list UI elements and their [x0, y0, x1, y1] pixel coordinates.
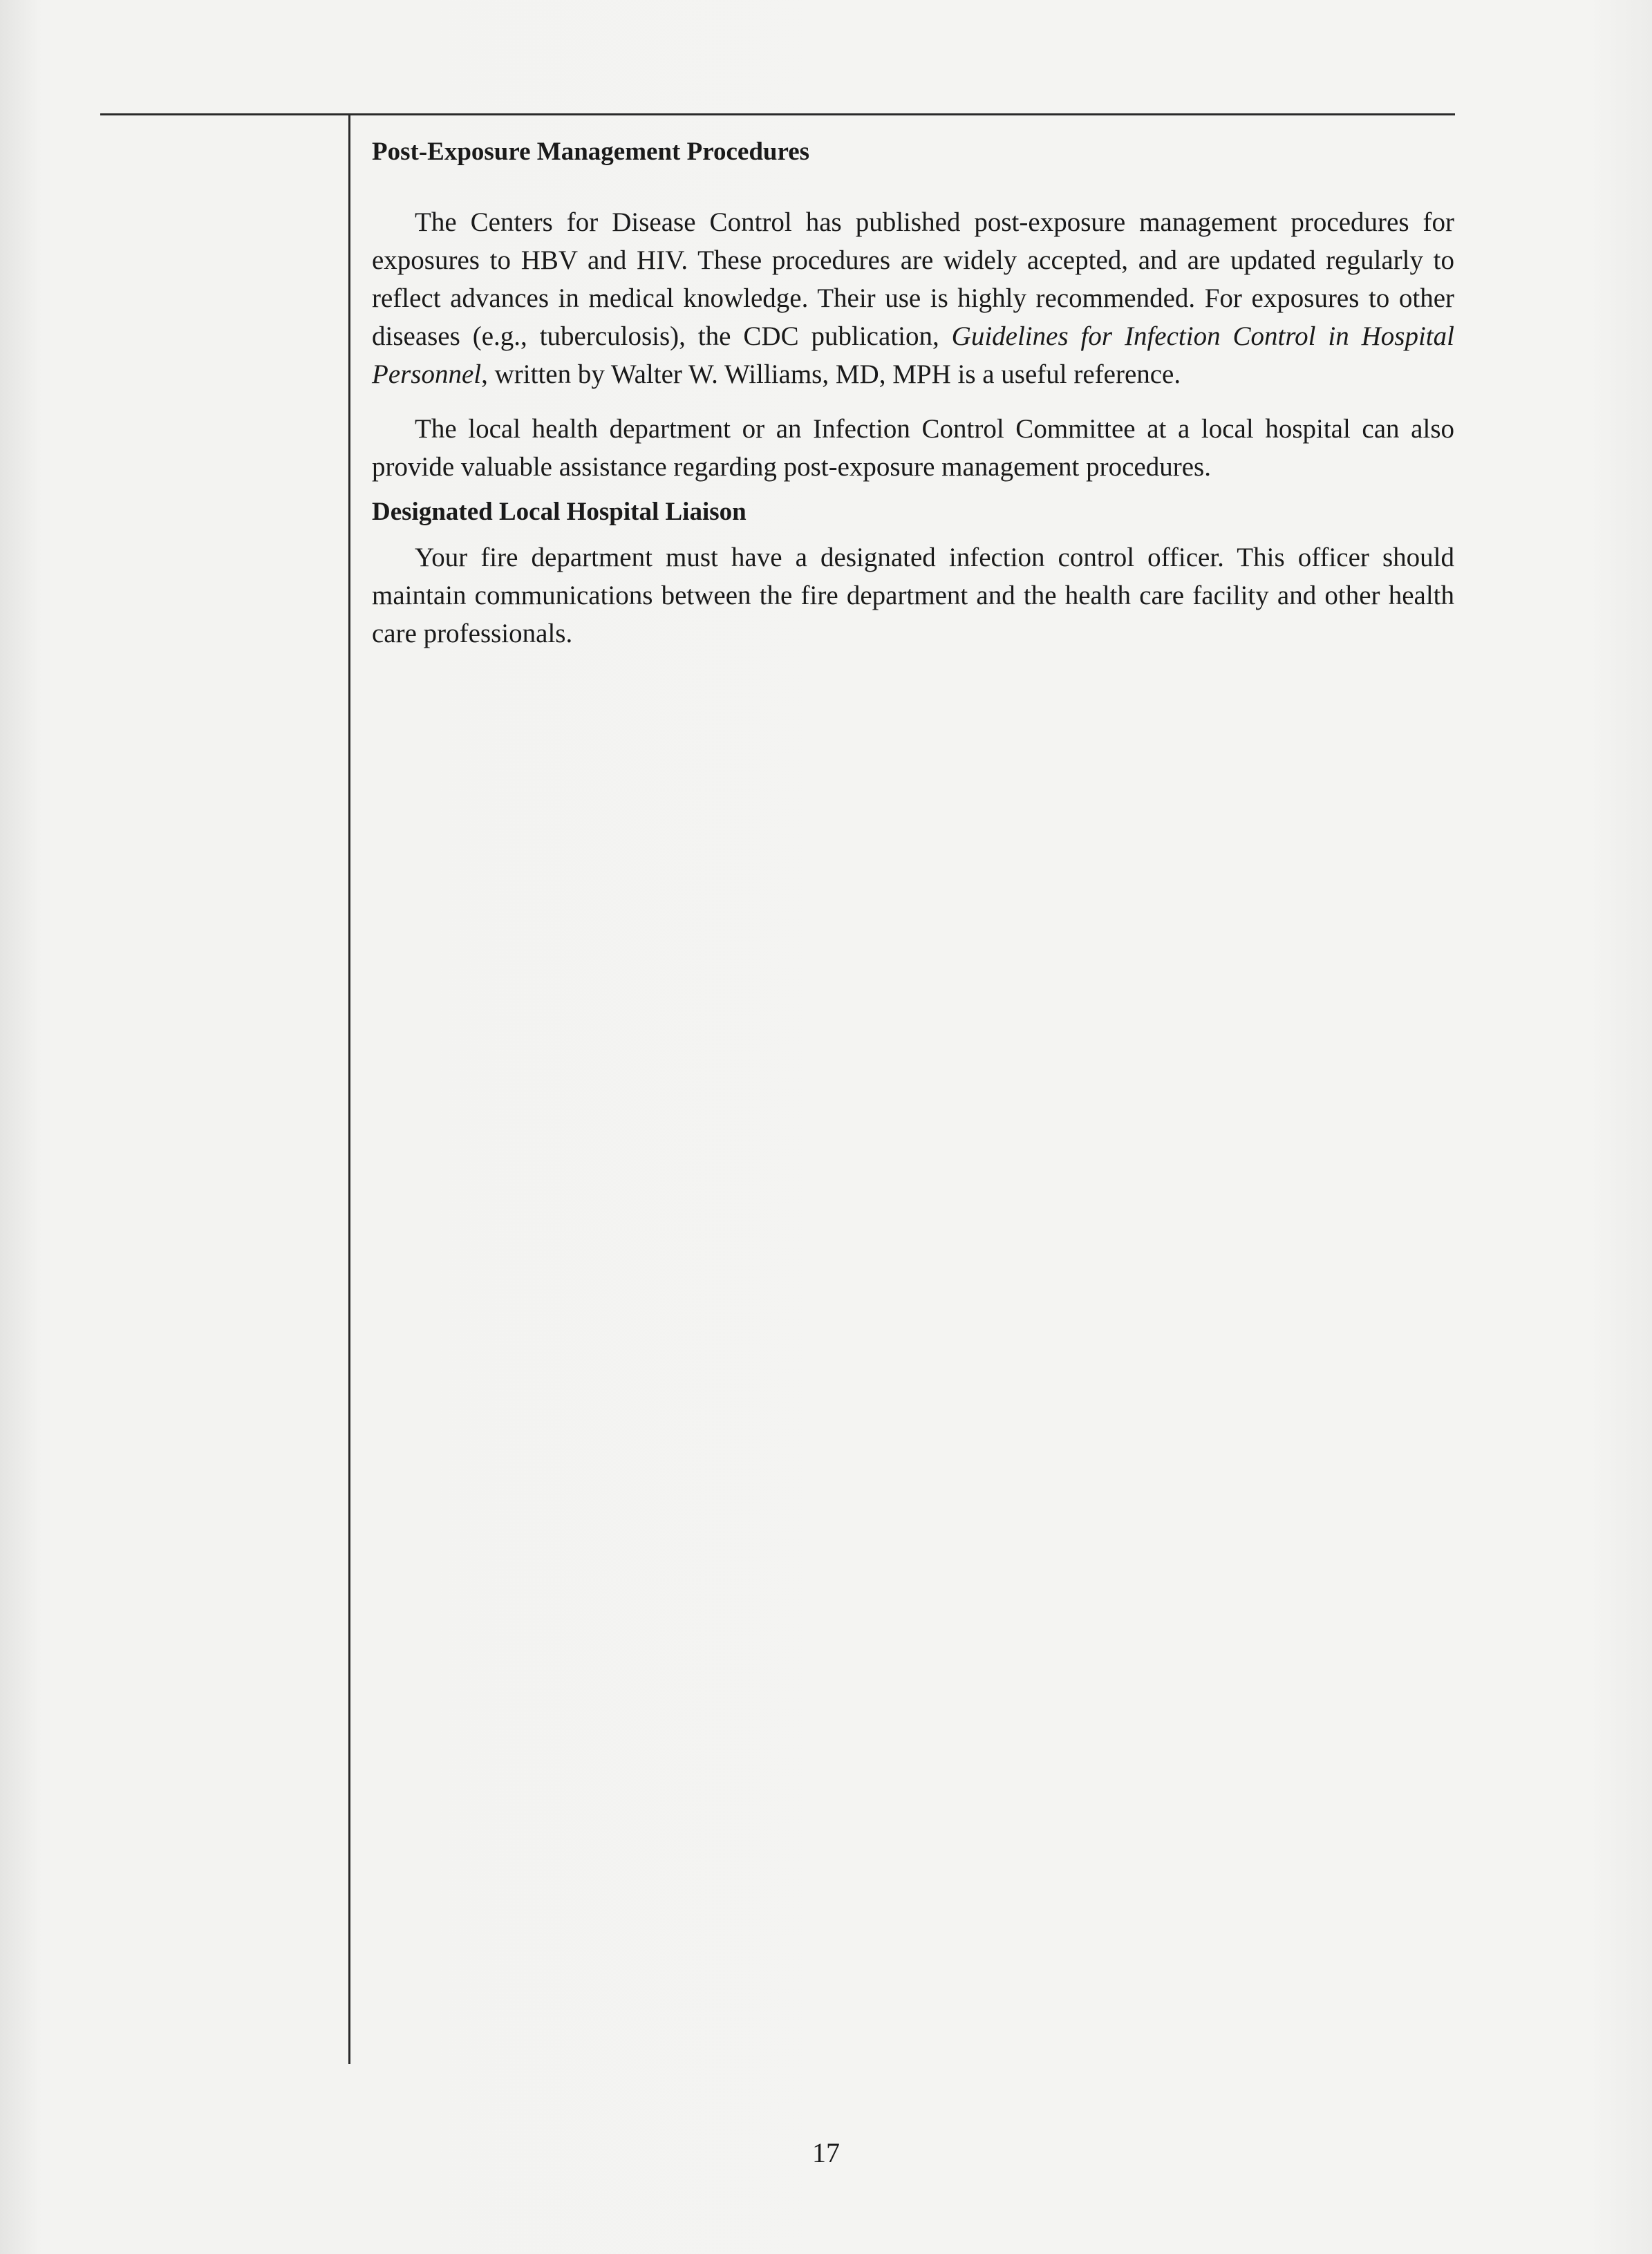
margin-rule	[348, 113, 350, 2064]
publication-title: Guidelines for Infection Control in Hospital Personnel	[372, 321, 1454, 389]
paragraph-local-health-department: The local health department or an Infection Control Committee at a local hospital can also provide valuable assistance regarding post-exposure management procedures.	[372, 414, 1454, 482]
page-number: 17	[812, 2137, 840, 2168]
paragraph-cdc-procedures	[372, 203, 1454, 393]
paragraph-infection-control-officer: Your fire department must have a designated infection control officer. This officer should maintain communications between the fire department and the health care facility and other health care professionals.	[372, 543, 1454, 648]
section-heading-hospital-liaison: Designated Local Hospital Liaison	[372, 498, 747, 526]
paragraph-text: The Centers for Disease Control has published post-exposure management procedures for exposures to HBV and HIV. These procedures are widely accepted, and are updated regularly to reflect advances in medical knowledge. Their use is highly recommended. For exposures to other diseases (e.g., tuberculosis), the CDC publication,	[372, 207, 1454, 351]
main-content	[372, 135, 1454, 652]
top-rule	[100, 113, 1455, 115]
paragraph-text: , written by Walter W. Williams, MD, MPH is a useful reference.	[481, 359, 1181, 389]
section-heading-post-exposure: Post-Exposure Management Procedures	[372, 138, 810, 166]
